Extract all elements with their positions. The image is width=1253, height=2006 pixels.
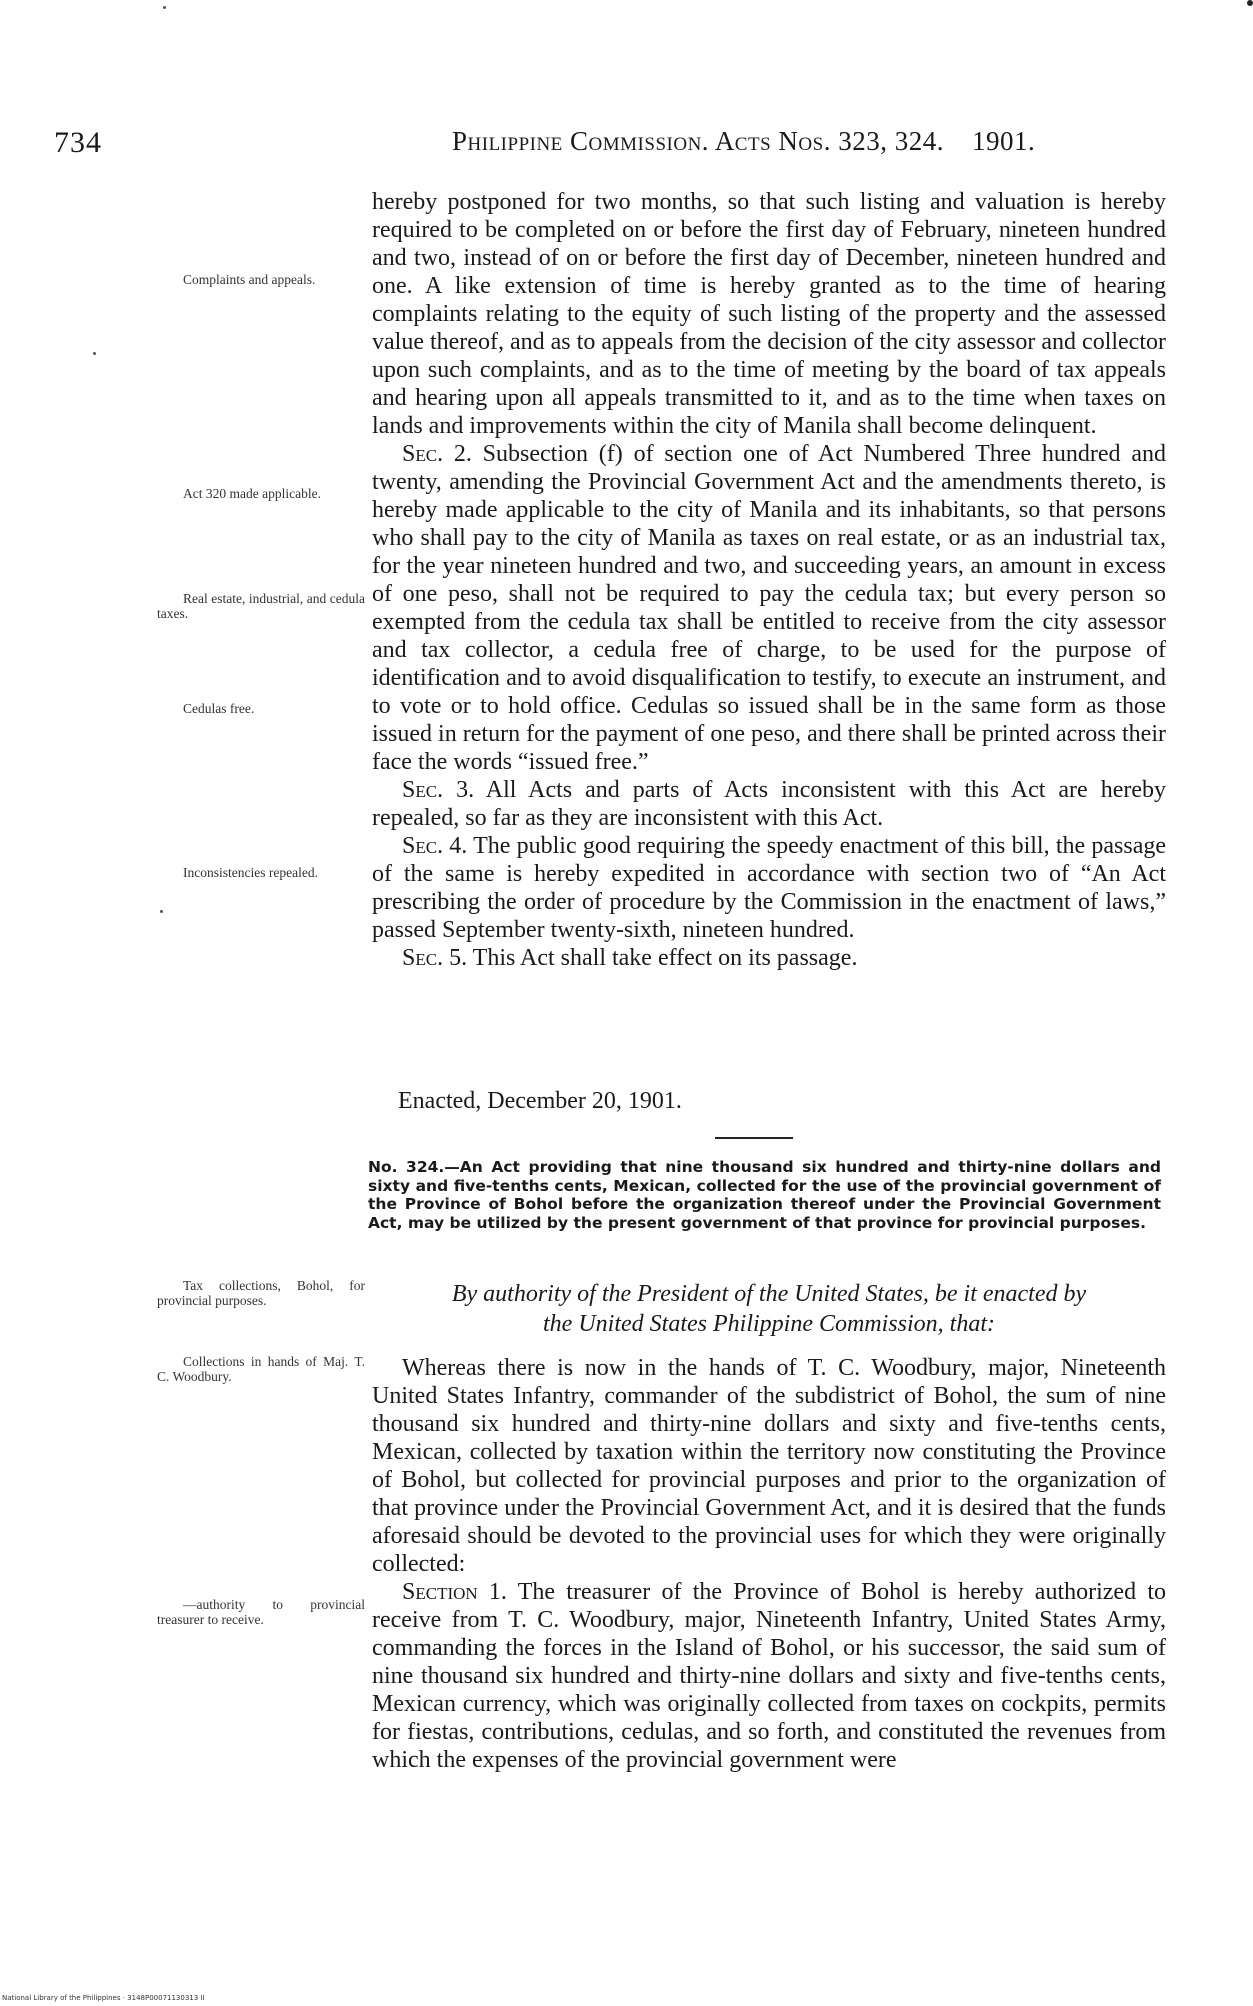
- page-number: 734: [54, 126, 102, 159]
- section-text: All Acts and parts of Acts inconsistent with this Act are hereby repealed, so far as they are inconsistent with this Act.: [372, 777, 1166, 831]
- section-label: Section 1.: [402, 1579, 507, 1605]
- act-324-whereas: Whereas there is now in the hands of T. C. Woodbury, major, Nineteenth United States Infantry, commander of the subdistrict of Bohol, the sum of nine thousand six hundred and thirty-nine dollars and sixty and five-tenths cents, Mexican, collected by taxation within the territory now constituting the Province of Bohol, but collected for provincial purposes and prior to the organization of that province under the Provincial Government Act, and it is desired that the funds aforesaid should be devoted to the provincial uses for which they were originally collected:: [372, 1355, 1166, 1577]
- act-323-section-4: [372, 832, 1166, 944]
- act-324-body: [372, 1354, 1166, 1774]
- scan-speck: [163, 6, 166, 9]
- act-324-heading: No. 324.—An Act providing that nine thousand six hundred and thirty-nine dollars and sixty and five-tenths cents, Mexican, collected for the use of the provincial government of the Province of Bohol before the organization thereof under the Provincial Government Act, may be utilized by the present government of that province for provincial purposes.: [368, 1158, 1161, 1232]
- section-text: The public good requiring the speedy enactment of this bill, the passage of the same is hereby expedited in accordance with section two of “An Act prescribing the order of procedure by the Commission in the enactment of laws,” passed September twenty-sixth, nineteen hundred.: [372, 833, 1166, 943]
- scan-speck: [160, 910, 163, 913]
- margin-note-cedulas-free: Cedulas free.: [183, 701, 255, 716]
- running-head-title: Philippine Commission.: [452, 126, 710, 156]
- scan-speck: [93, 352, 96, 355]
- section-divider: [715, 1137, 793, 1139]
- running-head: [452, 126, 1035, 157]
- enacted-date: Enacted, December 20, 1901.: [398, 1088, 682, 1114]
- act-323-section-5: [372, 944, 1166, 972]
- margin-note-collections-hands: Collections in hands of Maj. T. C. Woodbury.: [157, 1354, 365, 1384]
- section-text: This Act shall take effect on its passage.: [472, 945, 858, 971]
- scan-footer: National Library of the Philippines · 3148P00071130313 II: [2, 1994, 205, 2002]
- section-label: Sec. 5.: [402, 945, 468, 971]
- margin-note-real-estate: Real estate, industrial, and cedula taxes.: [157, 591, 365, 621]
- act-323-section-2: [372, 440, 1166, 776]
- margin-note-complaints: Complaints and appeals.: [183, 272, 316, 287]
- act-323-continuation: hereby postponed for two months, so that such listing and valuation is hereby required to be completed on or before the first day of February, nineteen hundred and two, instead of on or before the first day of December, nineteen hundred and one. A like extension of time is hereby granted as to the time of hearing complaints relating to the equity of such listing of the property and the assessed value thereof, and as to appeals from the decision of the city assessor and collector upon such complaints, and as to the time of meeting by the board of tax appeals and hearing upon all appeals transmitted to it, and as to the time when taxes on lands and improvements within the city of Manila shall become delinquent.: [372, 189, 1166, 439]
- scan-mark: [1247, 0, 1253, 6]
- enacting-clause: [372, 1279, 1166, 1339]
- act-323-body: [372, 188, 1166, 972]
- running-head-acts: Acts Nos. 323, 324.: [714, 126, 944, 156]
- section-label: Sec. 4.: [402, 833, 468, 859]
- section-text: Subsection (f) of section one of Act Numbered Three hundred and twenty, amending the Provincial Government Act and the amendments thereto, is hereby made applicable to the city of Manila and its inhabitants, so that persons who shall pay to the city of Manila as taxes on real estate, or as an industrial tax, for the year nineteen hundred and two, and succeeding years, an amount in excess of one peso, shall not be required to pay the cedula tax; but every person so exempted from the cedula tax shall be entitled to receive from the city assessor and tax collector, a cedula free of charge, to be used for the purpose of identification and to avoid disqualification to testify, to execute an instrument, and to vote or to hold office. Cedulas so issued shall be in the same form as those issued in return for the payment of one peso, and there shall be printed across their face the words “issued free.”: [372, 441, 1166, 775]
- section-label: Sec. 2.: [402, 441, 472, 467]
- enacting-line-2: the United States Philippine Commission, that:: [543, 1311, 995, 1337]
- section-text: The treasurer of the Province of Bohol is hereby authorized to receive from T. C. Woodbury, major, Nineteenth Infantry, United States Army, commanding the forces in the Island of Bohol, or his successor, the said sum of nine thousand six hundred and thirty-nine dollars and sixty and five-tenths cents, Mexican currency, which was originally collected from taxes on cockpits, permits for fiestas, contributions, cedulas, and so forth, and constituted the revenues from which the expenses of the provincial government were: [372, 1579, 1166, 1773]
- margin-note-act-320: Act 320 made applicable.: [183, 486, 321, 501]
- margin-note-inconsistencies: Inconsistencies repealed.: [183, 865, 318, 880]
- section-label: Sec. 3.: [402, 777, 475, 803]
- margin-note-tax-collections: Tax collections, Bohol, for provincial purposes.: [157, 1278, 365, 1308]
- running-head-year: 1901.: [971, 126, 1036, 156]
- act-324-section-1: [372, 1578, 1166, 1774]
- act-323-section-3: [372, 776, 1166, 832]
- enacting-line-1: By authority of the President of the United States, be it enacted by: [451, 1281, 1087, 1307]
- margin-note-authority: —authority to provincial treasurer to receive.: [157, 1597, 365, 1627]
